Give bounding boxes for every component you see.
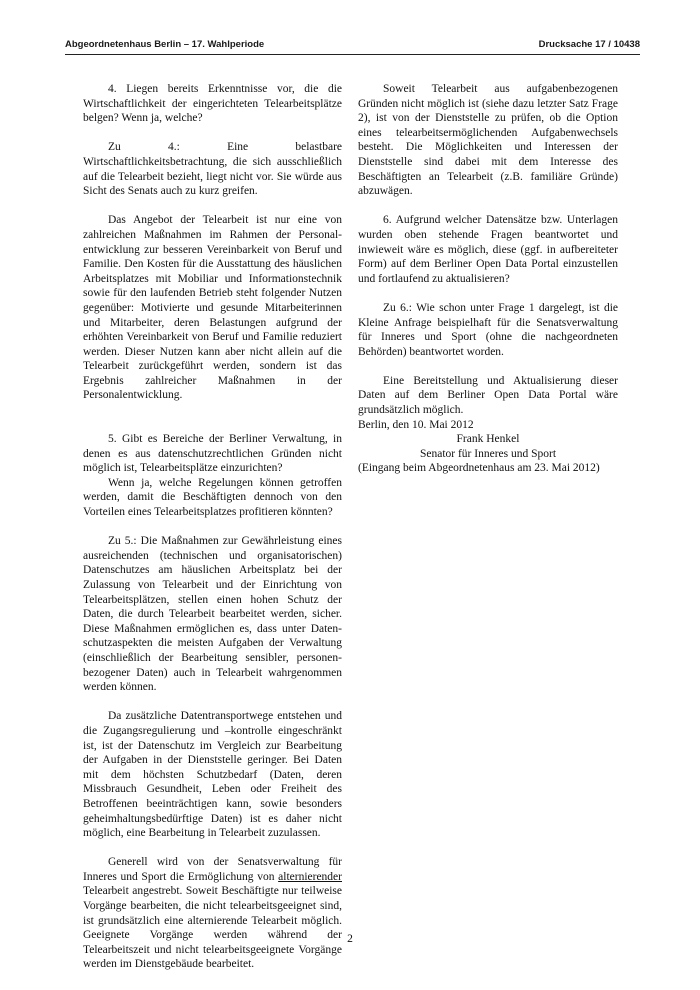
header-document-number: Drucksache 17 / 10438 [538, 39, 640, 50]
question-5-part-1: 5. Gibt es Bereiche der Berliner Verwaltung, in denen es aus datenschutzrechtlichen Gründen nicht möglich ist, Telearbeitsplätze einzurichten? [83, 433, 342, 475]
answer-5-paragraph-3 [83, 855, 342, 972]
answer-5-p3-text-b: Telearbeit angestrebt. Soweit Beschäftigte nur teilweise Vorgänge bearbeiten, die nicht telearbeitsgeeignet sind, ist grundsätzlich eine alternierende Telearbeit möglich. Geeignete Vorgänge werden während der Telearbeitszeit und nicht telearbeitsgeeignete Vorgänge werden im Dienstgebäude bearbeitet. [83, 885, 342, 971]
left-column [83, 82, 342, 972]
underlined-term-alternierender: alternierender [278, 870, 342, 883]
answer-5-paragraph-2: Da zusätzliche Datentransportwege entstehen und die Zugangsregulierung und –kontrolle eingeschränkt ist, ist der Datenschutz im Vergleich zur Bearbeitung der Aufgaben in der Dienststelle geringer. Bei Daten mit dem höchsten Schutzbedarf (Daten, deren Missbrauch Gesundheit, Leben oder Freiheit des Betroffenen beeinträchtigen kann, sowie besonders geheimhaltungsbedürftige Daten) ist es daher nicht möglich, eine Bearbeitung in Telearbeit zuzulassen. [83, 710, 342, 840]
answer-4-paragraph-1: Zu 4.: Eine belastbare Wirtschaftlichkeitsbetrachtung, die sich ausschließlich auf die Telearbeit bezieht, liegt nicht vor. Sie würde aus Sicht des Senats auch zu kurz greifen. [83, 141, 342, 198]
receipt-note: (Eingang beim Abgeordnetenhaus am 23. Mai 2012) [358, 462, 600, 475]
page-number: 2 [347, 933, 353, 945]
place-and-date: Berlin, den 10. Mai 2012 [358, 418, 474, 431]
question-6: 6. Aufgrund welcher Datensätze bzw. Unterlagen wurden oben stehende Fragen beantwortet und inwieweit wäre es möglich, diese (ggf. in aufbereiteter Form) auf dem Berliner Open Data Portal einzustellen und fortlaufend zu aktualisieren? [358, 214, 618, 285]
question-4: 4. Liegen bereits Erkenntnisse vor, die die Wirtschaftlichkeit der eingerichteten Telearbeitsplätze belgen? Wenn ja, welche? [83, 83, 342, 125]
signer-name: Frank Henkel [456, 433, 520, 446]
right-column [358, 82, 618, 476]
answer-4-paragraph-2: Das Angebot der Telearbeit ist nur eine von zahlreichen Maßnahmen im Rahmen der Personalentwicklung zur besseren Vereinbarkeit von Beruf und Familie. Den Kosten für die Ausstattung des häuslichen Arbeitsplatzes mit Mobiliar und Informationstechnik sowie für den laufenden Betrieb steht folgender Nutzen gegenüber: Motivierte und gesunde Mitarbeiterinnen und Mitarbeiter, deren Belastungen aufgrund der erhöhten Vereinbarkeit von Beruf und Familie reduziert werden. Dieser Nutzen kann aber nicht allein auf die Telearbeit zurückgeführt werden, sondern ist das Ergebnis zahlreicher Maßnahmen in der Personalentwicklung. [83, 214, 342, 402]
header-parliament-title: Abgeordnetenhaus Berlin – 17. Wahlperiode [65, 39, 265, 50]
page-header [65, 39, 640, 55]
answer-6-paragraph-1: Zu 6.: Wie schon unter Frage 1 dargelegt, ist die Kleine Anfrage beispielhaft für die Senatsverwaltung für Inneres und Sport (ohne die nachgeordneten Behörden) beantwortet worden. [358, 301, 618, 358]
signer-title: Senator für Inneres und Sport [419, 447, 557, 460]
answer-5-paragraph-1: Zu 5.: Die Maßnahmen zur Gewährleistung eines ausreichenden (technischen und organisatorischen) Datenschutzes am häuslichen Arbeitsplatz bei der Zulassung von Telearbeit und der Einrichtung von Telearbeitsplätzen, stellen einen hohen Schutz der Daten, die durch Telearbeit bearbeitet werden, sicher. Diese Maßnahmen ermöglichen es, dass unter Datenschutzaspekten die meisten Aufgaben der Verwaltung (einschließlich der Bearbeitung sensibler, personenbezogener Daten) auch in Telearbeit wahrgenommen werden können. [83, 535, 342, 694]
answer-5-paragraph-4: Soweit Telearbeit aus aufgabenbezogenen Gründen nicht möglich ist (siehe dazu letzter Satz Frage 2), ist von der Dienststelle zu prüfen, ob die Option eines telearbeitsermöglichenden Aufgabenwechsels besteht. Die Möglichkeiten und Interessen der Dienststelle sind dabei mit dem Interesse des Beschäftigten an Telearbeit (z.B. familiäre Gründe) abzuwägen. [358, 83, 618, 198]
answer-5-p3-text-a: Generell wird von der Senatsverwaltung für Inneres und Sport die Ermöglichung von [83, 856, 342, 883]
answer-6-paragraph-2: Eine Bereitstellung und Aktualisierung dieser Daten auf dem Berliner Open Data Portal wäre grundsätzlich möglich. [358, 374, 618, 417]
question-5-part-2: Wenn ja, welche Regelungen können getroffen werden, damit die Beschäftigten dennoch von den Vorteilen eines Telearbeitsplatzes profitieren könnten? [83, 476, 342, 519]
